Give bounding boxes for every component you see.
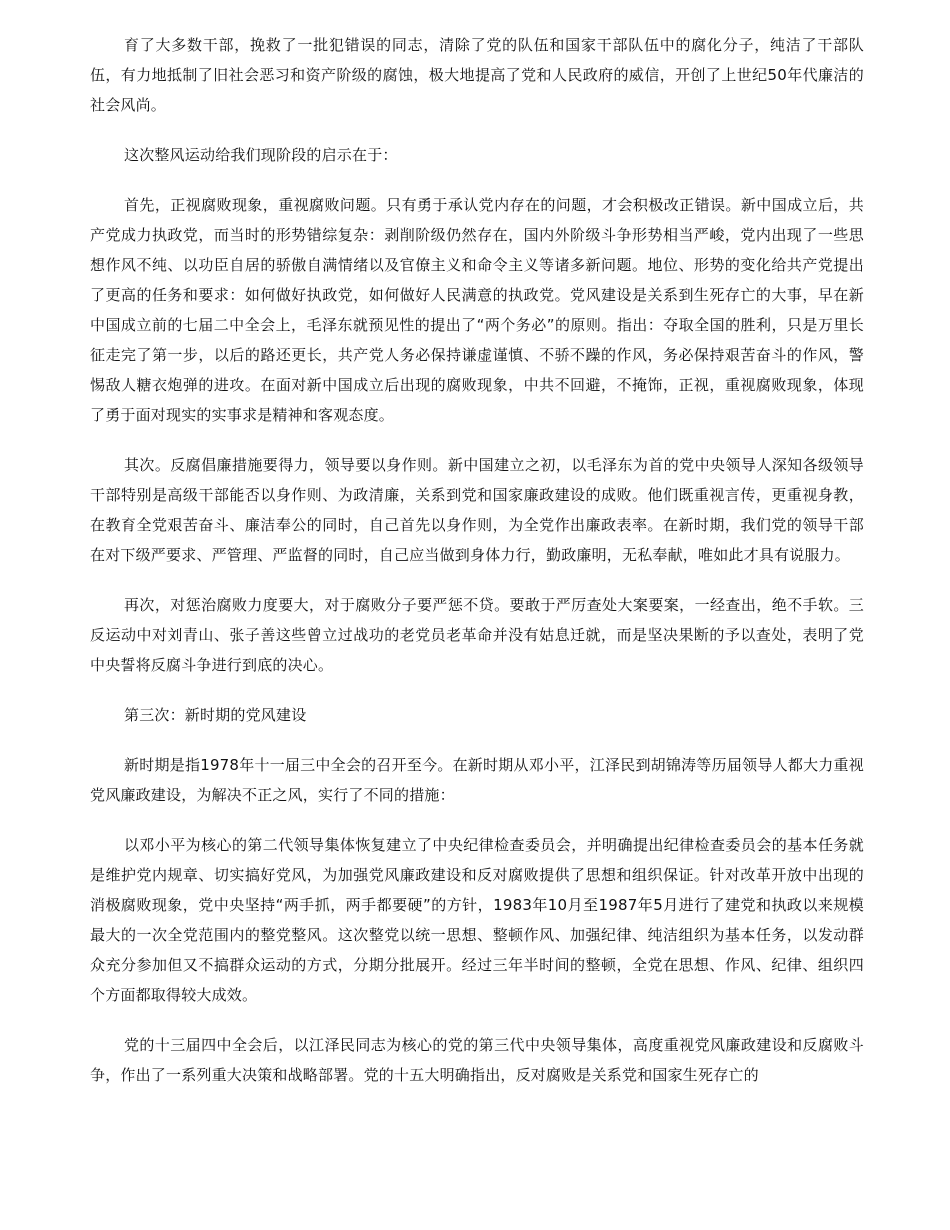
paragraph-new-era-intro: 新时期是指1978年十一届三中全会的召开至今。在新时期从邓小平，江泽民到胡锦涛等历届领导人都大力重视党风廉政建设，为解决不正之风，实行了不同的措施：: [90, 756, 864, 804]
paragraph-jiang-zemin: 党的十三届四中全会后，以江泽民同志为核心的党的第三代中央领导集体，高度重视党风廉政建设和反腐败斗争，作出了一系列重大决策和战略部署。党的十五大明确指出，反对腐败是关系党和国家生死存亡的: [90, 1036, 864, 1084]
paragraph-third-point: 再次，对惩治腐败力度要大，对于腐败分子要严惩不贷。要敢于严厉查处大案要案，一经查出，绝不手软。三反运动中对刘青山、张子善这些曾立过战功的老党员老革命并没有姑息迁就，而是坚决果断的予以查处，表明了党中央誓将反腐斗争进行到底的决心。: [90, 596, 864, 674]
paragraph-first-point: 首先，正视腐败现象，重视腐败问题。只有勇于承认党内存在的问题，才会积极改正错误。新中国成立后，共产党成力执政党，而当时的形势错综复杂：剥削阶级仍然存在，国内外阶级斗争形势相当严峻，党内出现了一些思想作风不纯、以功臣自居的骄傲自满情绪以及官僚主义和命令主义等诸多新问题。地位、形势的变化给共产党提出了更高的任务和要求：如何做好执政党，如何做好人民满意的执政党。党风建设是关系到生死存亡的大事，早在新中国成立前的七届二中全会上，毛泽东就预见性的提出了“两个务必”的原则。指出：夺取全国的胜利，只是万里长征走完了第一步，以后的路还更长，共产党人务必保持谦虚谨慎、不骄不躁的作风，务必保持艰苦奋斗的作风，警惕敌人糖衣炮弹的进攻。在面对新中国成立后出现的腐败现象，中共不回避，不掩饰，正视，重视腐败现象，体现了勇于面对现实的实事求是精神和客观态度。: [90, 196, 864, 424]
paragraph-enlightenment-intro: 这次整风运动给我们现阶段的启示在于：: [124, 146, 398, 164]
section-heading-third-campaign: 第三次：新时期的党风建设: [124, 706, 307, 724]
paragraph-second-point: 其次。反腐倡廉措施要得力，领导要以身作则。新中国建立之初，以毛泽东为首的党中央领导人深知各级领导干部特别是高级干部能否以身作则、为政清廉，关系到党和国家廉政建设的成败。他们既重视言传，更重视身教，在教育全党艰苦奋斗、廉洁奉公的同时，自己首先以身作则，为全党作出廉政表率。在新时期，我们党的领导干部在对下级严要求、严管理、严监督的同时，自己应当做到身体力行，勤政廉明，无私奉献，唯如此才具有说服力。: [90, 456, 864, 564]
paragraph-continuation: 育了大多数干部，挽救了一批犯错误的同志，清除了党的队伍和国家干部队伍中的腐化分子，纯洁了干部队伍，有力地抵制了旧社会恶习和资产阶级的腐蚀，极大地提高了党和人民政府的威信，开创了上世纪50年代廉洁的社会风尚。: [90, 36, 864, 114]
paragraph-deng-xiaoping: 以邓小平为核心的第二代领导集体恢复建立了中央纪律检查委员会，并明确提出纪律检查委员会的基本任务就是维护党内规章、切实搞好党风，为加强党风廉政建设和反对腐败提供了思想和组织保证。针对改革开放中出现的消极腐败现象，党中央坚持“两手抓，两手都要硬”的方针，1983年10月至1987年5月进行了建党和执政以来规模最大的一次全党范围内的整党整风。这次整党以统一思想、整顿作风、加强纪律、纯洁组织为基本任务，以发动群众充分参加但又不搞群众运动的方式，分期分批展开。经过三年半时间的整顿，全党在思想、作风、纪律、组织四个方面都取得较大成效。: [90, 836, 864, 1004]
